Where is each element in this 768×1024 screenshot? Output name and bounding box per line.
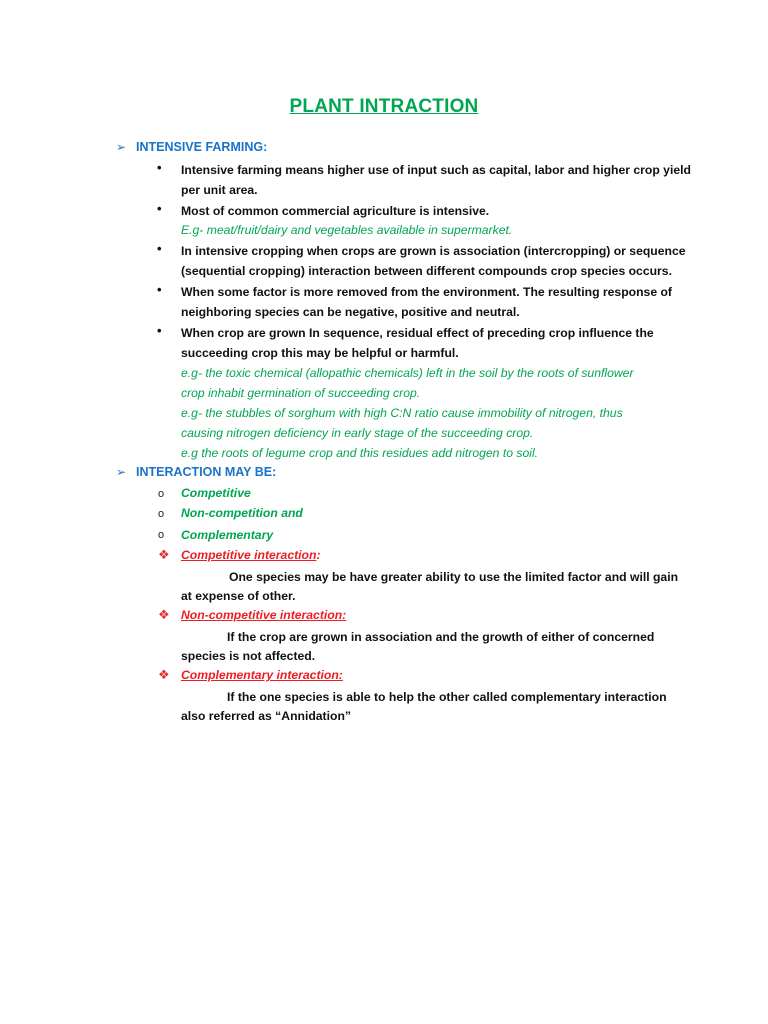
subheading-competitive-interaction: Competitive interaction: — [181, 548, 321, 562]
option-competitive: Competitive — [181, 486, 251, 500]
paragraph-line: If the one species is able to help the other called complementary interaction — [227, 690, 667, 704]
bullet-icon: • — [157, 160, 162, 175]
diamond-bullet-icon: ❖ — [158, 547, 170, 562]
example-line: causing nitrogen deficiency in early stage of the succeeding crop. — [181, 426, 534, 440]
example-line: crop inhabit germination of succeeding crop. — [181, 386, 421, 400]
paragraph-line: neighboring species can be negative, positive and neutral. — [181, 305, 520, 319]
option-complementary: Complementary — [181, 528, 274, 542]
arrow-bullet-icon: ➢ — [116, 140, 127, 154]
circle-bullet-icon: o — [158, 508, 165, 520]
paragraph-line: When crop are grown In sequence, residual effect of preceding crop influence the — [181, 326, 654, 340]
subheading-complementary-interaction: Complementary interaction: — [181, 668, 343, 682]
example-line: e.g- the stubbles of sorghum with high C:N ratio cause immobility of nitrogen, thus — [181, 406, 623, 420]
subheading-non-competitive-interaction: Non-competitive interaction: — [181, 608, 347, 622]
diamond-bullet-icon: ❖ — [158, 607, 170, 622]
paragraph-line: In intensive cropping when crops are grown is association (intercropping) or sequence — [181, 244, 686, 258]
paragraph-line: also referred as “Annidation” — [181, 709, 351, 723]
paragraph-line: (sequential cropping) interaction between different compounds crop species occurs. — [181, 264, 672, 278]
arrow-bullet-icon: ➢ — [116, 465, 127, 479]
bullet-icon: • — [157, 201, 162, 216]
paragraph-line: at expense of other. — [181, 589, 296, 603]
paragraph-line: species is not affected. — [181, 649, 316, 663]
paragraph-line: succeeding crop this may be helpful or harmful. — [181, 346, 459, 360]
paragraph-line: Intensive farming means higher use of input such as capital, labor and higher crop yield — [181, 163, 691, 177]
circle-bullet-icon: o — [158, 488, 165, 500]
option-non-competition: Non-competition and — [181, 506, 303, 520]
example-line: E.g- meat/fruit/dairy and vegetables available in supermarket. — [181, 223, 513, 237]
paragraph-line: Most of common commercial agriculture is intensive. — [181, 204, 490, 218]
section-heading-interaction: ➢ INTERACTION MAY BE: — [116, 465, 277, 479]
section-heading-intensive-farming: ➢ INTENSIVE FARMING: — [116, 140, 268, 154]
paragraph-line: When some factor is more removed from the environment. The resulting response of — [181, 285, 672, 299]
example-line: e.g the roots of legume crop and this residues add nitrogen to soil. — [181, 446, 539, 460]
paragraph-line: If the crop are grown in association and the growth of either of concerned — [227, 630, 655, 644]
bullet-icon: • — [157, 282, 162, 297]
circle-bullet-icon: o — [158, 529, 165, 541]
diamond-bullet-icon: ❖ — [158, 667, 170, 682]
bullet-icon: • — [157, 323, 162, 338]
paragraph-line: per unit area. — [181, 183, 258, 197]
page-title: PLANT INTRACTION — [289, 96, 479, 117]
paragraph-line: One species may be have greater ability to use the limited factor and will gain — [229, 570, 679, 584]
example-line: e.g- the toxic chemical (allopathic chemicals) left in the soil by the roots of sunflower — [181, 366, 634, 380]
bullet-icon: • — [157, 241, 162, 256]
